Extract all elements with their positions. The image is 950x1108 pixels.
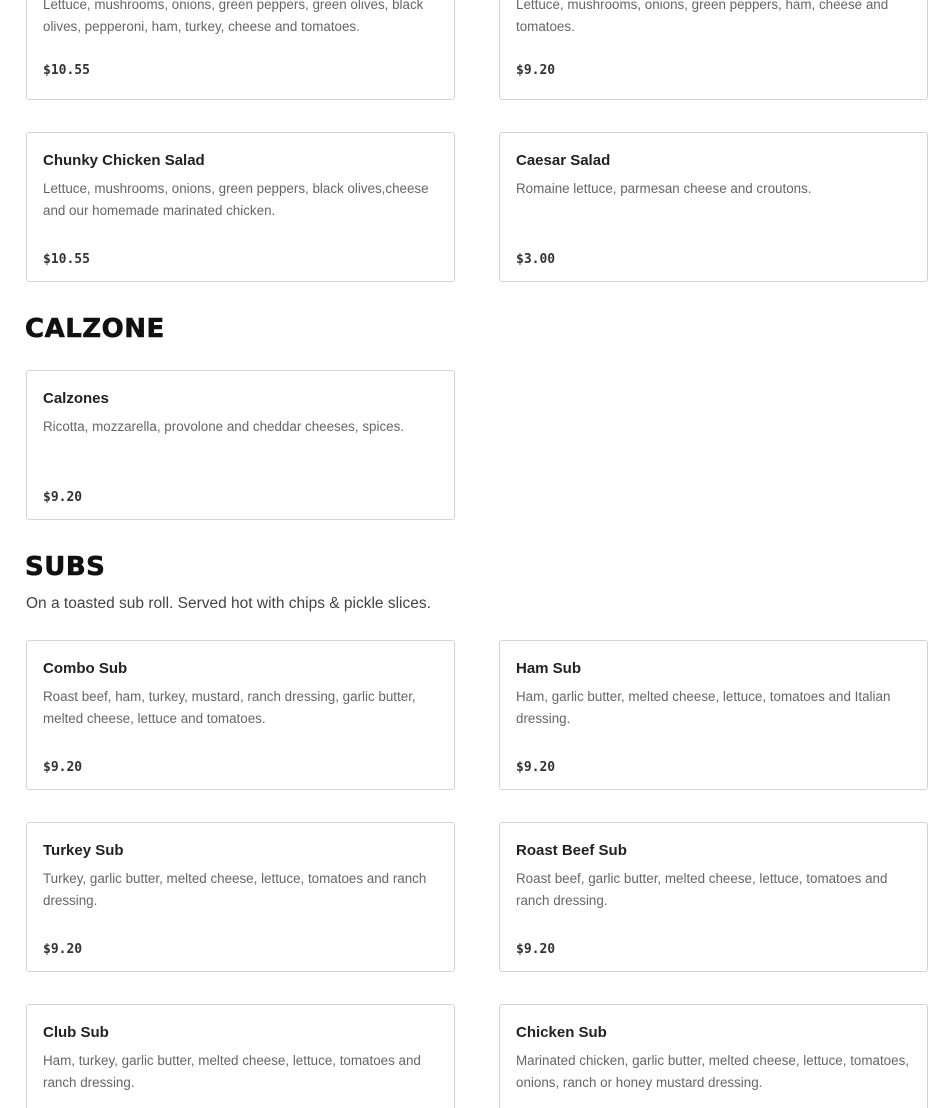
menu-item-card[interactable] — [26, 1004, 455, 1108]
item-name: Chunky Chicken Salad — [43, 152, 205, 169]
item-name: Combo Sub — [43, 660, 128, 677]
item-name: Turkey Sub — [43, 842, 124, 859]
menu-item-card[interactable] — [499, 822, 928, 972]
item-description: Romaine lettuce, parmesan cheese and croutons. — [516, 181, 812, 196]
item-description: Turkey, garlic butter, melted cheese, lettuce, tomatoes and ranch dressing. — [43, 871, 427, 908]
item-name: Ham Sub — [516, 660, 582, 677]
section-description: On a toasted sub roll. Served hot with chips & pickle slices. — [26, 595, 431, 612]
item-price: $9.20 — [516, 942, 556, 957]
item-description: Lettuce, mushrooms, onions, green peppers, green olives, black olives, pepperoni, ham, turkey, cheese and tomatoes. — [43, 0, 424, 34]
item-description: Lettuce, mushrooms, onions, green peppers, ham, cheese and tomatoes. — [516, 0, 889, 34]
menu-item-card[interactable] — [26, 640, 455, 790]
menu-item-card[interactable] — [26, 822, 455, 972]
item-description: Roast beef, ham, turkey, mustard, ranch dressing, garlic butter, melted cheese, lettuce and tomatoes. — [43, 689, 416, 726]
menu-item-card[interactable] — [26, 132, 455, 282]
item-price: $9.20 — [516, 760, 556, 775]
menu-item-card[interactable] — [499, 1004, 928, 1108]
item-name: Roast Beef Sub — [516, 842, 627, 859]
item-description: Ham, garlic butter, melted cheese, lettuce, tomatoes and Italian dressing. — [516, 689, 891, 726]
menu-item-card[interactable] — [26, 0, 455, 100]
menu-item-card[interactable] — [499, 640, 928, 790]
item-price: $9.20 — [43, 760, 83, 775]
item-description: Ricotta, mozzarella, provolone and cheddar cheeses, spices. — [43, 419, 404, 434]
item-price: $9.20 — [43, 942, 83, 957]
item-description: Marinated chicken, garlic butter, melted cheese, lettuce, tomatoes, onions, ranch or honey mustard dressing. — [516, 1053, 909, 1090]
item-name: Chicken Sub — [516, 1024, 607, 1041]
menu-item-card[interactable] — [499, 132, 928, 282]
item-price: $10.55 — [43, 63, 90, 78]
item-price: $9.20 — [516, 63, 556, 78]
menu-item-card[interactable] — [499, 0, 928, 100]
item-description: Lettuce, mushrooms, onions, green peppers, black olives,cheese and our homemade marinated chicken. — [43, 181, 429, 218]
item-price: $9.20 — [43, 490, 83, 505]
section-title-subs: SUBS — [25, 552, 106, 582]
item-price: $10.55 — [43, 252, 90, 267]
menu-item-card[interactable] — [26, 370, 455, 520]
item-name: Club Sub — [43, 1024, 109, 1041]
item-description: Ham, turkey, garlic butter, melted cheese, lettuce, tomatoes and ranch dressing. — [43, 1053, 421, 1090]
item-name: Caesar Salad — [516, 152, 611, 169]
item-price: $3.00 — [516, 252, 556, 267]
item-description: Roast beef, garlic butter, melted cheese, lettuce, tomatoes and ranch dressing. — [516, 871, 888, 908]
item-name: Calzones — [43, 390, 109, 407]
section-title-calzone: CALZONE — [25, 314, 165, 344]
